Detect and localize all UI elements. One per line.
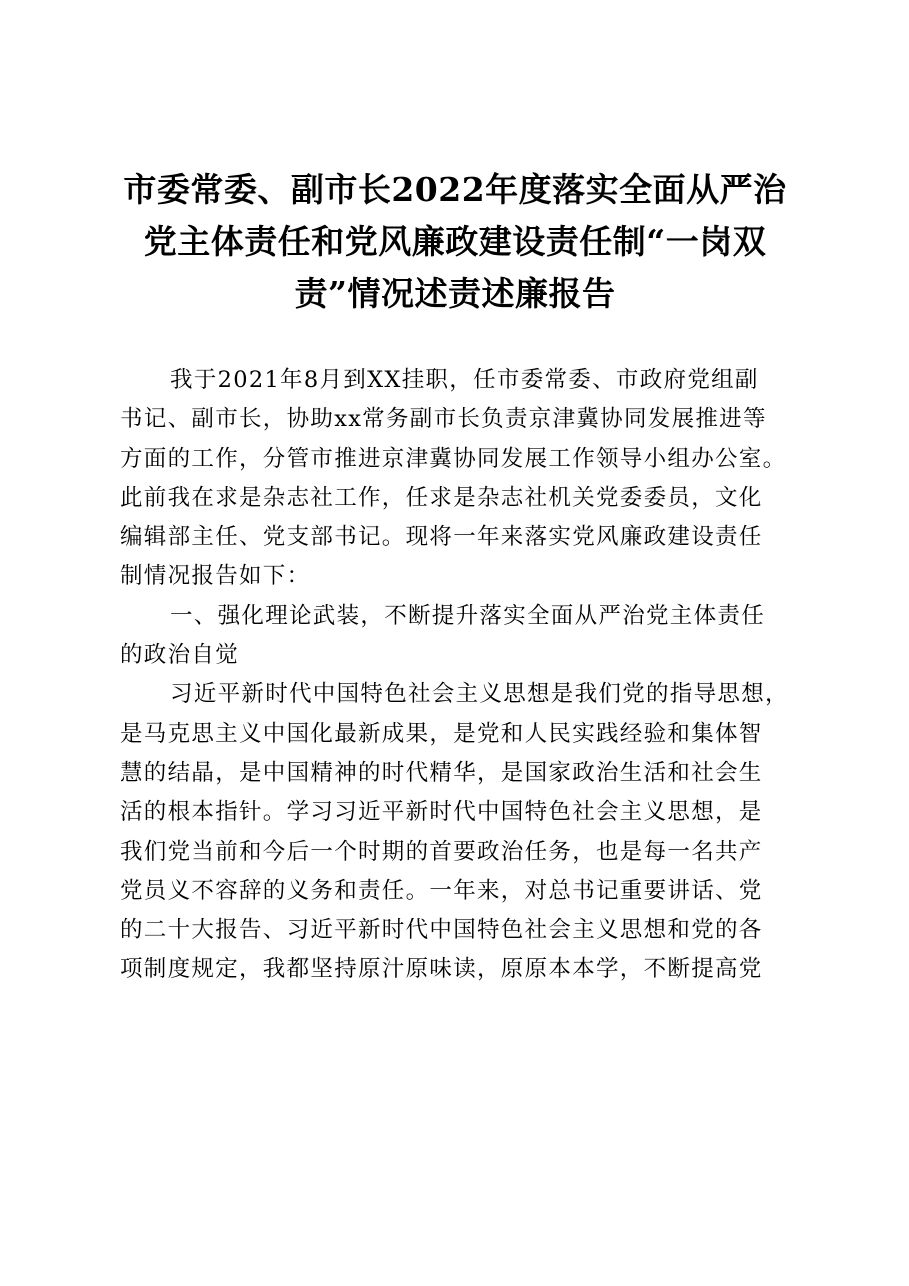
paragraph-line: 项制度规定，我都坚持原汁原味读，原原本本学，不断提高党 — [120, 956, 763, 983]
paragraph-line: 是马克思主义中国化最新成果，是党和人民实践经验和集体智 — [120, 720, 763, 747]
paragraph-line: 书记、副市长，协助xx常务副市长负责京津冀协同发展推进等 — [120, 406, 767, 433]
paragraph-line: 我于2021年8月到XX挂职，任市委常委、市政府党组副 — [170, 367, 759, 393]
document-title — [120, 164, 790, 320]
paragraph-line: 方面的工作，分管市推进京津冀协同发展工作领导小组办公室。 — [120, 445, 787, 472]
title-line: 责”情况述责述廉报告 — [294, 274, 616, 313]
title-line: 市委常委、副市长2022年度落实全面从严治 — [123, 170, 787, 209]
paragraph-line: 慧的结晶，是中国精神的时代精华，是国家政治生活和社会生 — [120, 759, 763, 786]
paragraph-line: 党员义不容辞的义务和责任。一年来，对总书记重要讲话、党 — [120, 877, 763, 904]
paragraph-line: 我们党当前和今后一个时期的首要政治任务，也是每一名共产 — [120, 838, 763, 865]
document-body — [120, 361, 800, 990]
title-line: 党主体责任和党风廉政建设责任制“一岗双 — [143, 222, 767, 261]
paragraph-line: 此前我在求是杂志社工作，任求是杂志社机关党委委员，文化 — [120, 484, 763, 511]
paragraph-line: 的二十大报告、习近平新时代中国特色社会主义思想和党的各 — [120, 917, 763, 944]
paragraph-line: 习近平新时代中国特色社会主义思想是我们党的指导思想， — [170, 681, 789, 708]
section-heading-line: 的政治自觉 — [120, 642, 240, 669]
paragraph-line: 编辑部主任、党支部书记。现将一年来落实党风廉政建设责任 — [120, 524, 763, 551]
paragraph-line: 活的根本指针。学习习近平新时代中国特色社会主义思想，是 — [120, 799, 763, 826]
section-heading-line: 一、强化理论武装，不断提升落实全面从严治党主体责任 — [170, 602, 766, 629]
paragraph-line: 制情况报告如下： — [120, 563, 311, 590]
